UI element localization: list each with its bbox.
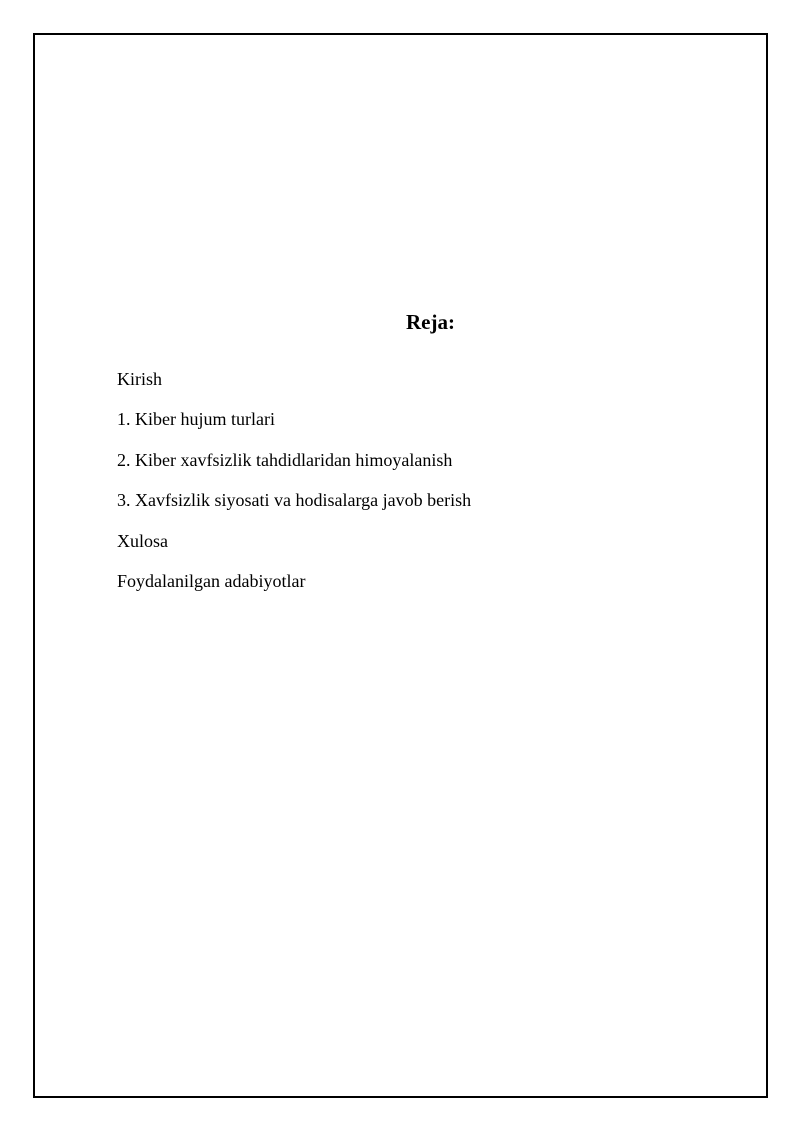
toc-item-1: 1. Kiber hujum turlari xyxy=(117,409,275,429)
page-title: Reja: xyxy=(406,310,455,334)
toc-item-introduction: Kirish xyxy=(117,368,162,389)
toc-item-3: 3. Xavfsizlik siyosati va hodisalarga javob berish xyxy=(117,490,472,510)
toc-item-conclusion: Xulosa xyxy=(117,530,168,551)
toc-item-2: 2. Kiber xavfsizlik tahdidlaridan himoyalanish xyxy=(117,449,453,470)
toc-item-references: Foydalanilgan adabiyotlar xyxy=(117,571,306,591)
page-border xyxy=(33,33,768,1098)
table-of-contents xyxy=(117,350,471,593)
